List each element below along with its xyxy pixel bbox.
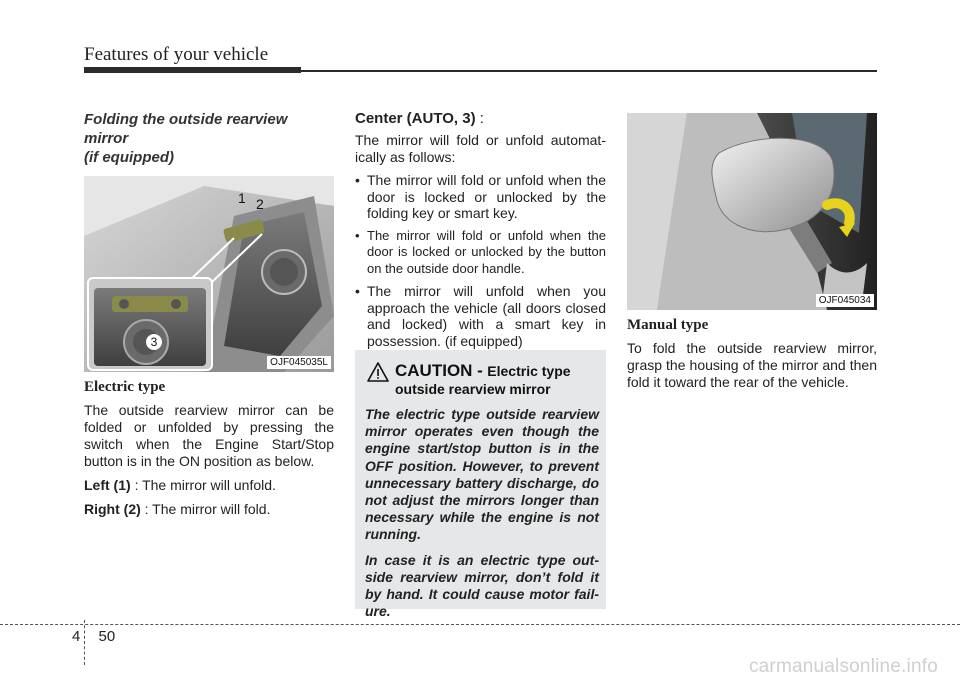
caution-subtitle: outside rearview mirror <box>395 381 551 397</box>
auto-intro: The mirror will fold or unfold automat-ically as follows: <box>355 132 606 165</box>
header-bar <box>84 67 301 73</box>
column-middle <box>355 110 606 349</box>
left-position-text: Left (1) : The mirror will unfold. <box>84 477 276 493</box>
callout-3: 3 <box>146 334 162 350</box>
figure-label: OJF045034 <box>816 294 874 307</box>
electric-type-heading: Electric type <box>84 379 166 395</box>
list-item: • The mirror will fold or unfold when the door is locked or unlocked by the button on the outside door handle. <box>355 228 606 278</box>
column-right <box>627 110 877 391</box>
callout-1: 1 <box>238 190 246 206</box>
figure-outside-mirror <box>627 113 877 310</box>
electric-type-body: The outside rearview mirror can be folded or unfolded by pressing the switch when the Engine Start/Stop button is in the ON position as below. <box>84 402 334 469</box>
manual-type-body: To fold the outside rearview mirror, grasp the housing of the mirror and then fold it toward the rear of the vehicle. <box>627 340 877 390</box>
outside-mirror-illustration <box>627 113 877 310</box>
column-left <box>84 110 334 518</box>
section-title: Folding the outside rearview mirror (if equipped) <box>84 111 288 166</box>
right-position-text: Right (2) : The mirror will fold. <box>84 501 271 517</box>
callout-2: 2 <box>256 196 264 212</box>
header-title: Features of your vehicle <box>84 44 269 65</box>
mirror-switch-illustration <box>84 176 334 372</box>
auto-bullet-list <box>355 172 606 349</box>
caution-header <box>365 362 599 398</box>
list-item: • The mirror will unfold when you approach the vehicle (all doors closed and locked) with a smart key in possession. (if equipped) <box>355 283 606 349</box>
manual-type-heading: Manual type <box>627 317 709 333</box>
figure-mirror-switch <box>84 176 334 372</box>
caution-paragraph-2: In case it is an electric type out-side rearview mirror, don’t fold it by hand. It could cause motor fail-ure. <box>365 551 599 620</box>
header-rule <box>301 70 877 72</box>
caution-box <box>355 350 606 620</box>
warning-triangle-icon <box>367 362 389 382</box>
caution-title: CAUTION - Electric type <box>395 361 571 380</box>
page-number: 4 50 <box>72 628 116 645</box>
caution-paragraph-1: The electric type outside rearview mirror operates even though the engine start/stop button is in the OFF position. However, to prevent unnecessary battery discharge, do not adjust the mirrors longer than necessary while the engine is not running. <box>365 406 599 543</box>
watermark-text: carmanualsonline.info <box>748 656 938 677</box>
list-item: • The mirror will fold or unfold when the door is locked or unlocked by the folding key or smart key. <box>355 172 606 222</box>
footer-rule <box>0 624 960 625</box>
figure-label: OJF045035L <box>267 356 331 369</box>
center-auto-label: Center (AUTO, 3) : <box>355 110 484 127</box>
